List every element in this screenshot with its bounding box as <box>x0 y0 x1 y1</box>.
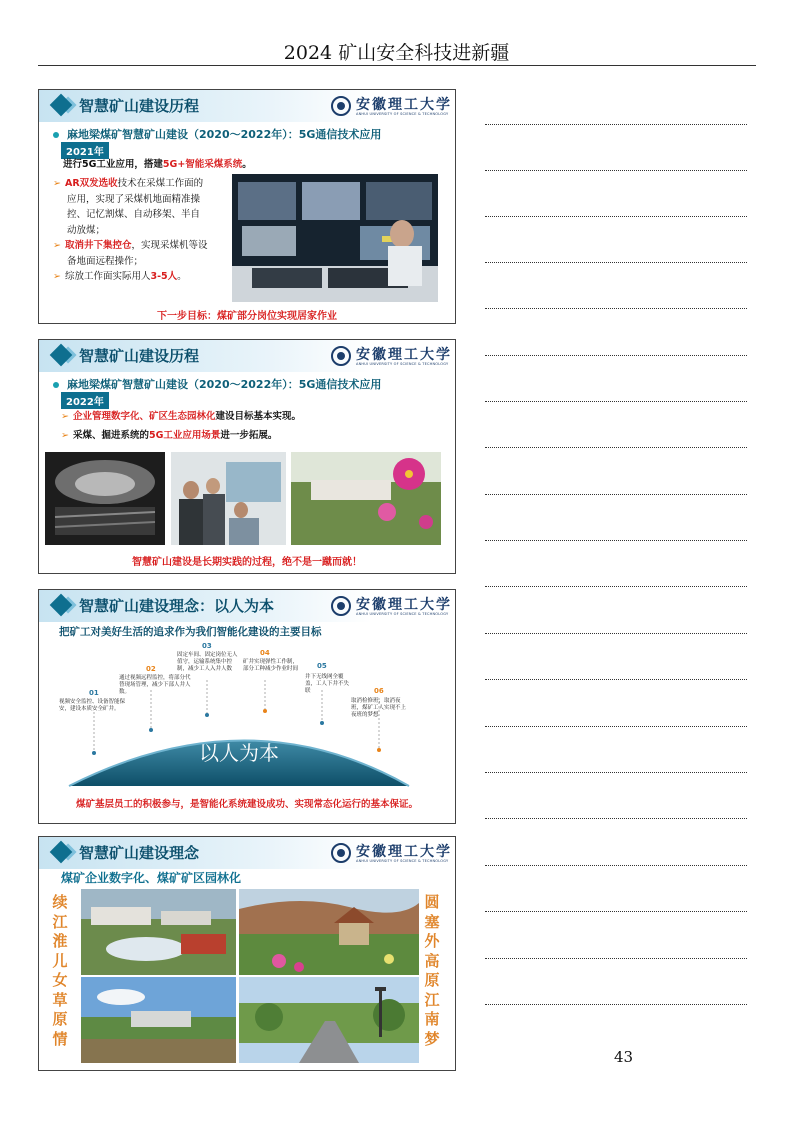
arrow-icon: ➢ <box>53 178 61 189</box>
note-line <box>485 679 747 680</box>
note-line <box>485 772 747 773</box>
slide-subtitle: 煤矿企业数字化、煤矿矿区园林化 <box>61 871 242 885</box>
arrow-icon: ➢ <box>61 411 69 422</box>
note-line <box>485 633 747 634</box>
visitors-photo <box>171 452 286 545</box>
page-header-title: 2024 矿山安全科技进新疆 <box>283 42 510 64</box>
center-label: 以人为本 <box>199 741 279 765</box>
note-line <box>485 401 747 402</box>
intro-part: 。 <box>242 159 252 170</box>
university-emblem-icon <box>331 843 351 863</box>
note-line <box>485 308 747 309</box>
slide-footer-note: 智慧矿山建设是长期实践的过程，绝不是一蹴而就！ <box>132 557 362 568</box>
note-line <box>485 262 747 263</box>
slide-title: 智慧矿山建设历程 <box>79 97 200 115</box>
point-text: 矿井实现弹性工作制，部分工种减少作业时间 <box>243 659 299 672</box>
tree-lined-road-photo <box>239 977 419 1063</box>
logo-subtitle: ANHUI UNIVERSITY OF SCIENCE & TECHNOLOGY <box>356 859 449 863</box>
diamond-icon <box>50 841 73 864</box>
header-divider <box>38 65 756 66</box>
note-line <box>485 865 747 866</box>
university-emblem-icon <box>331 96 351 116</box>
year-tag: 2021年 <box>61 142 109 159</box>
slide-2 <box>38 339 456 574</box>
page-number: 43 <box>614 1048 634 1066</box>
logo-text: 安徽理工大学 <box>356 844 452 860</box>
list-item <box>61 428 301 444</box>
diamond-icon <box>50 94 73 117</box>
university-emblem-icon <box>331 346 351 366</box>
year-tag: 2022年 <box>61 392 109 409</box>
point-text: 固定车间、固定岗位无人值守，运输系统集中控制，减少工人入井人数 <box>177 652 238 672</box>
item-highlight: 3-5人 <box>150 271 178 282</box>
pavilion-garden-photo <box>239 889 419 975</box>
point-number: 05 <box>317 662 327 670</box>
university-logo <box>331 842 452 866</box>
diamond-icon <box>50 344 73 367</box>
item-highlight: 5G工业应用场景 <box>148 429 221 441</box>
item-list <box>53 176 233 285</box>
note-line <box>485 494 747 495</box>
university-logo <box>331 95 452 119</box>
item-text: 备地面远程操作； <box>67 255 144 267</box>
flowers-photo <box>291 452 441 545</box>
slide-subtitle: 把矿工对美好生活的追求作为我们智能化建设的主要目标 <box>59 626 322 638</box>
item-text: 应用，实现了采煤机地面精准操 <box>67 193 201 205</box>
note-line <box>485 447 747 448</box>
logo-subtitle: ANHUI UNIVERSITY OF SCIENCE & TECHNOLOGY <box>356 612 449 616</box>
item-highlight: AR双发选收 <box>64 178 118 189</box>
slide-title: 智慧矿山建设理念：以人为本 <box>79 597 275 615</box>
logo-text: 安徽理工大学 <box>356 347 452 363</box>
item-text: 建设目标基本实现。 <box>215 411 301 422</box>
left-vertical-text: 续江淮儿女草原情 <box>52 893 68 1048</box>
logo-subtitle: ANHUI UNIVERSITY OF SCIENCE & TECHNOLOGY <box>356 112 449 116</box>
item-text: 进一步拓展。 <box>220 429 278 441</box>
note-line <box>485 586 747 587</box>
item-text: 动放煤； <box>67 224 106 236</box>
note-line <box>485 911 747 912</box>
bullet-dot-icon <box>53 382 59 388</box>
mine-tunnel-photo <box>45 452 165 545</box>
list-item <box>53 176 233 192</box>
logo-text: 安徽理工大学 <box>356 597 452 613</box>
arrow-icon: ➢ <box>61 429 69 441</box>
note-line <box>485 216 747 217</box>
logo-text: 安徽理工大学 <box>356 97 452 113</box>
bullet-heading <box>53 126 381 142</box>
control-room-photo <box>232 174 438 302</box>
slide-header <box>39 90 455 122</box>
point-text: 取消检修班，取消夜班，煤矿工人实现不上夜班的梦想 <box>351 698 407 718</box>
intro-part: 进行5G工业应用，搭建 <box>63 159 163 170</box>
item-text: ，实现采煤机等设 <box>131 240 208 251</box>
item-text: 采煤、掘进系统的 <box>72 429 149 441</box>
slide-footer-note: 下一步目标：煤矿部分岗位实现居家作业 <box>157 311 337 322</box>
slide-3 <box>38 589 456 824</box>
point-number: 06 <box>374 687 384 695</box>
list-item <box>61 409 301 425</box>
slide-1 <box>38 89 456 324</box>
note-line <box>485 540 747 541</box>
university-logo <box>331 345 452 369</box>
bullet-dot-icon <box>53 132 59 138</box>
slide-title: 智慧矿山建设理念 <box>79 844 200 862</box>
item-list <box>61 409 301 443</box>
slide-4 <box>38 836 456 1071</box>
note-line <box>485 726 747 727</box>
item-text: 控、记忆割煤、自动移架、半自 <box>67 209 201 220</box>
item-highlight: 企业管理数字化、矿区生态园林化 <box>72 411 216 422</box>
list-item <box>53 238 233 254</box>
slide-header <box>39 340 455 372</box>
note-line <box>485 355 747 356</box>
point-text: 通过视频远程监控，将部分代替现场管理，减少下部人井人数。 <box>119 675 191 695</box>
note-line <box>485 124 747 125</box>
note-line <box>485 818 747 819</box>
intro-highlight: 5G+智能采煤系统 <box>162 159 243 170</box>
logo-subtitle: ANHUI UNIVERSITY OF SCIENCE & TECHNOLOGY <box>356 362 449 366</box>
note-line <box>485 170 747 171</box>
point-text: 井下无线网全覆盖，工人下井不失联 <box>305 674 350 694</box>
right-vertical-text: 圆塞外高原江南梦 <box>424 893 440 1048</box>
item-text: 综放工作面实际用人 <box>64 271 151 282</box>
note-line <box>485 958 747 959</box>
industrial-park-photo <box>81 977 236 1063</box>
point-number: 04 <box>260 649 270 657</box>
bullet-text: 麻地梁煤矿智慧矿山建设（2020～2022年）：5G通信技术应用 <box>67 378 382 391</box>
intro-text <box>63 157 252 173</box>
item-text: 技术在采煤工作面的 <box>117 178 204 189</box>
point-number: 03 <box>202 642 212 650</box>
slide-title: 智慧矿山建设历程 <box>79 347 200 365</box>
point-number: 01 <box>89 689 99 697</box>
bullet-text: 麻地梁煤矿智慧矿山建设（2020～2022年）：5G通信技术应用 <box>67 128 382 141</box>
slide-footer-note: 煤矿基层员工的积极参与，是智能化系统建设成功、实现常态化运行的基本保证。 <box>75 799 418 810</box>
arrow-icon: ➢ <box>53 240 61 251</box>
arrow-icon: ➢ <box>53 271 61 282</box>
item-text: 。 <box>177 271 187 282</box>
mine-campus-photo <box>81 889 236 975</box>
note-line <box>485 1004 747 1005</box>
bullet-heading <box>53 376 381 392</box>
slide-header <box>39 837 455 869</box>
item-highlight: 取消井下集控仓 <box>64 240 132 251</box>
point-number: 02 <box>146 665 156 673</box>
list-item <box>53 269 233 285</box>
point-text: 视频安全监控、设备智能保安，建设本质安全矿井。 <box>59 699 126 712</box>
